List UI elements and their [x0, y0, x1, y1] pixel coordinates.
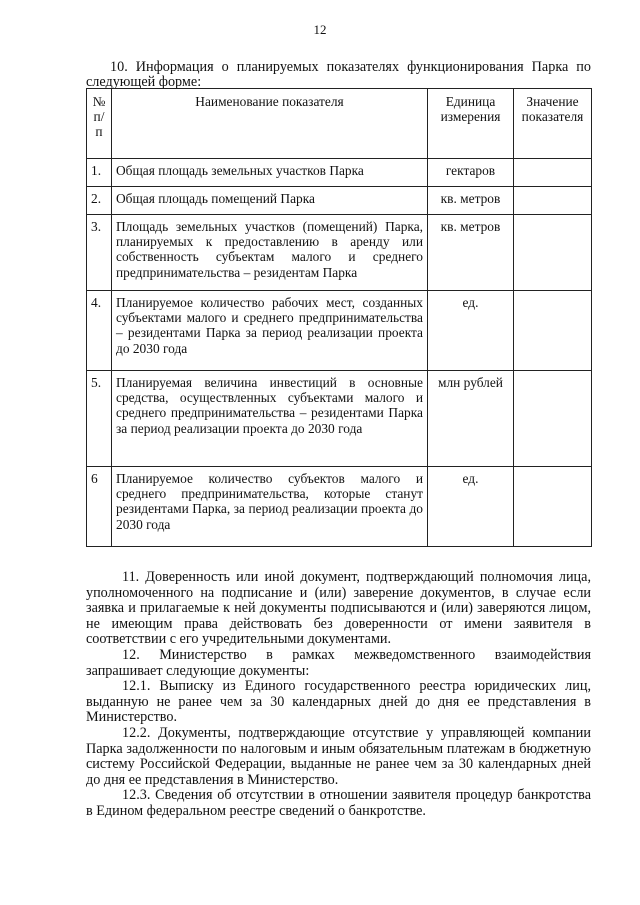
- header-value: Значение показателя: [514, 89, 592, 159]
- table-header-row: [87, 89, 592, 159]
- row-name: Общая площадь земельных участков Парка: [112, 159, 428, 187]
- table-row: [87, 215, 592, 291]
- table-row: [87, 187, 592, 215]
- row-unit: кв. метров: [428, 187, 514, 215]
- indicators-table: [86, 88, 592, 547]
- row-value: [514, 159, 592, 187]
- section-10-heading: 10. Информация о планируемых показателях функционирования Парка по следующей форме:: [86, 59, 591, 90]
- row-value: [514, 187, 592, 215]
- row-name: Планируемая величина инвестиций в основные средства, осуществленных субъектами малого и среднего предпринимательства – резидентами Парка за период реализации проекта до 2030 года: [112, 371, 428, 467]
- row-num: 2.: [87, 187, 112, 215]
- row-num: 3.: [87, 215, 112, 291]
- row-value: [514, 291, 592, 371]
- row-num: 1.: [87, 159, 112, 187]
- paragraph-12: 12. Министерство в рамках межведомственного взаимодействия запрашивает следующие документы:: [86, 646, 591, 679]
- row-value: [514, 371, 592, 467]
- table-row: [87, 467, 592, 547]
- row-value: [514, 467, 592, 547]
- header-name: Наименование показателя: [112, 89, 428, 159]
- row-unit: гектаров: [428, 159, 514, 187]
- row-name: Планируемое количество субъектов малого и среднего предпринимательства, которые станут резидентами Парка, за период реализации проекта до 2030 года: [112, 467, 428, 547]
- paragraph-12-2: 12.2. Документы, подтверждающие отсутствие у управляющей компании Парка задолженности по налоговым и иным обязательным платежам в бюджетную систему Российской Федерации, выданные не ранее чем за 30 календарных дней до дня ее представления в Министерство.: [86, 724, 591, 788]
- header-num: № п/п: [87, 89, 112, 159]
- row-unit: ед.: [428, 467, 514, 547]
- paragraph-12-3: 12.3. Сведения об отсутствии в отношении заявителя процедур банкротства в Едином федеральном реестре сведений о банкротстве.: [86, 787, 591, 819]
- row-num: 4.: [87, 291, 112, 371]
- row-num: 6: [87, 467, 112, 547]
- table-row: [87, 159, 592, 187]
- row-unit: млн рублей: [428, 371, 514, 467]
- row-name: Общая площадь помещений Парка: [112, 187, 428, 215]
- row-num: 5.: [87, 371, 112, 467]
- page-number: 12: [313, 22, 327, 37]
- paragraph-12-1: 12.1. Выписку из Единого государственного реестра юридических лиц, выданную не ранее чем за 30 календарных дней до дня ее представления в Министерство.: [86, 678, 591, 726]
- table-row: [87, 371, 592, 467]
- row-unit: ед.: [428, 291, 514, 371]
- row-name: Площадь земельных участков (помещений) Парка, планируемых к предоставлению в аренду или собственность субъектам малого и среднего предпринимательства – резидентам Парка: [112, 215, 428, 291]
- row-unit: кв. метров: [428, 215, 514, 291]
- header-unit: Единица измерения: [428, 89, 514, 159]
- row-name: Планируемое количество рабочих мест, созданных субъектами малого и среднего предпринимательства – резидентами Парка за период реализации проекта до 2030 года: [112, 291, 428, 371]
- paragraph-11: 11. Доверенность или иной документ, подтверждающий полномочия лица, уполномоченного на подписание и (или) заверение документов, в случае если заявка и прилагаемые к ней документы подписываются и (или) заверяются лицом, не имеющим права действовать без доверенности от имени заявителя в соответствии с его учредительными документами.: [86, 569, 591, 648]
- table-row: [87, 291, 592, 371]
- body-text: [86, 570, 591, 820]
- row-value: [514, 215, 592, 291]
